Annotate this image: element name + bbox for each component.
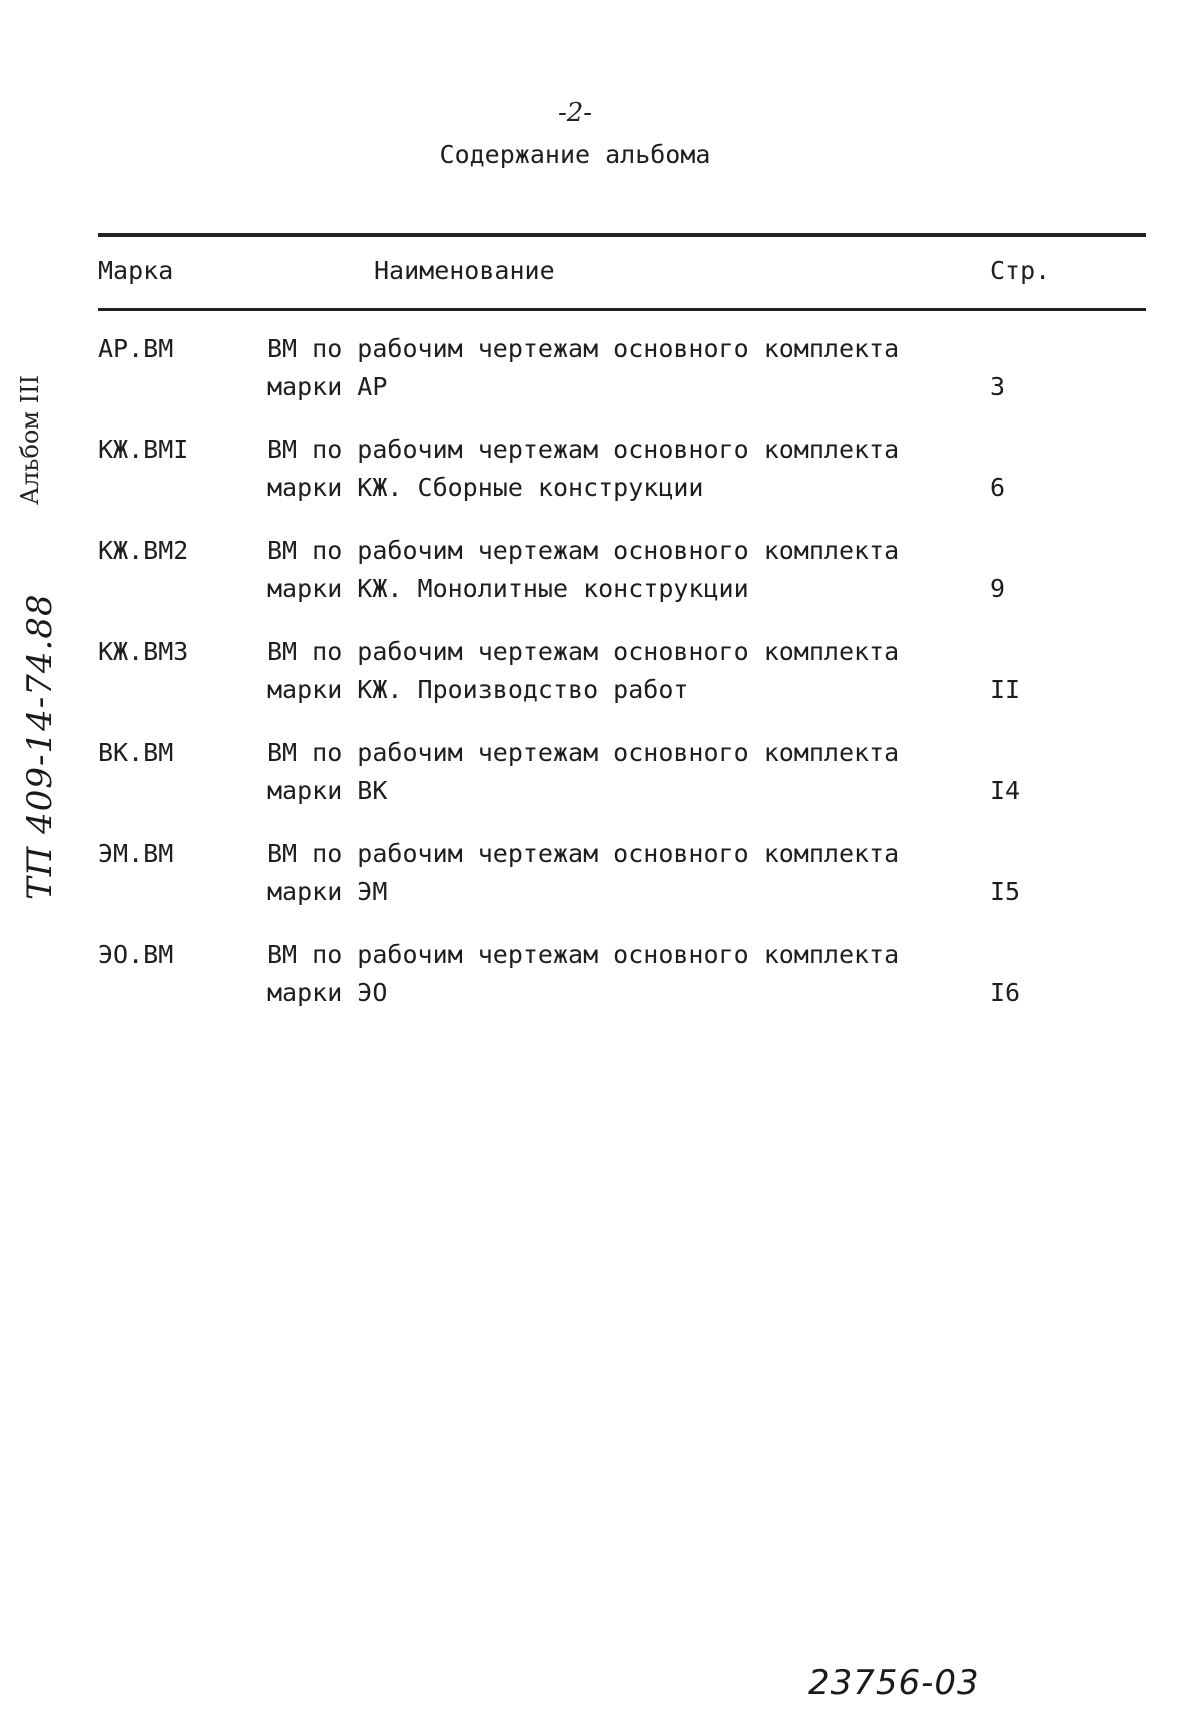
- row-name: [267, 431, 1027, 507]
- header-page: Стр.: [990, 256, 1051, 285]
- row-name: [267, 633, 1027, 709]
- contents-table: [98, 330, 1146, 1037]
- row-page: 6: [990, 473, 1006, 502]
- row-page: I5: [990, 877, 1021, 906]
- row-page: II: [990, 675, 1021, 704]
- page-title: Содержание альбома: [439, 140, 711, 169]
- table-row: [98, 532, 1146, 633]
- side-project-code: ТП 409-14-74.88: [20, 593, 60, 900]
- row-name: [267, 936, 1027, 1012]
- row-name-line-1: ВМ по рабочим чертежам основного комплекта: [267, 334, 900, 363]
- table-row: [98, 633, 1146, 734]
- header-name: Наименование: [374, 256, 555, 285]
- row-page: I4: [990, 776, 1021, 805]
- row-name: [267, 835, 1027, 911]
- row-page: 3: [990, 372, 1006, 401]
- table-row: [98, 431, 1146, 532]
- side-album-label: Альбом III: [16, 374, 44, 505]
- row-mark: КЖ.ВМ3: [98, 637, 189, 666]
- row-page: 9: [990, 574, 1006, 603]
- row-name: [267, 330, 1027, 406]
- table-row: [98, 936, 1146, 1037]
- row-name-line-1: ВМ по рабочим чертежам основного комплекта: [267, 738, 900, 767]
- row-name: [267, 734, 1027, 810]
- table-row: [98, 330, 1146, 431]
- table-row: [98, 835, 1146, 936]
- row-mark: ВК.ВМ: [98, 738, 174, 767]
- table-header-rule: [98, 308, 1146, 311]
- table-row: [98, 734, 1146, 835]
- row-name-line-1: ВМ по рабочим чертежам основного комплекта: [267, 940, 900, 969]
- row-name-line-1: ВМ по рабочим чертежам основного комплекта: [267, 536, 900, 565]
- row-name-line-2: марки ЭО: [267, 978, 388, 1007]
- row-name-line-1: ВМ по рабочим чертежам основного комплекта: [267, 839, 900, 868]
- row-name-line-2: марки КЖ. Производство работ: [267, 675, 689, 704]
- row-mark: КЖ.ВМI: [98, 435, 189, 464]
- row-name-line-2: марки КЖ. Монолитные конструкции: [267, 574, 749, 603]
- table-top-rule: [98, 233, 1146, 237]
- archive-stamp: 23756-03: [808, 1663, 980, 1703]
- row-mark: ЭМ.ВМ: [98, 839, 174, 868]
- row-name-line-2: марки ЭМ: [267, 877, 388, 906]
- row-name-line-2: марки КЖ. Сборные конструкции: [267, 473, 704, 502]
- page-number: -2-: [557, 98, 593, 128]
- row-name: [267, 532, 1027, 608]
- row-name-line-1: ВМ по рабочим чертежам основного комплекта: [267, 435, 900, 464]
- row-mark: ЭО.ВМ: [98, 940, 174, 969]
- row-page: I6: [990, 978, 1021, 1007]
- row-name-line-2: марки АР: [267, 372, 388, 401]
- header-mark: Марка: [98, 256, 174, 285]
- row-mark: АР.ВМ: [98, 334, 174, 363]
- row-mark: КЖ.ВМ2: [98, 536, 189, 565]
- row-name-line-1: ВМ по рабочим чертежам основного комплекта: [267, 637, 900, 666]
- row-name-line-2: марки ВК: [267, 776, 388, 805]
